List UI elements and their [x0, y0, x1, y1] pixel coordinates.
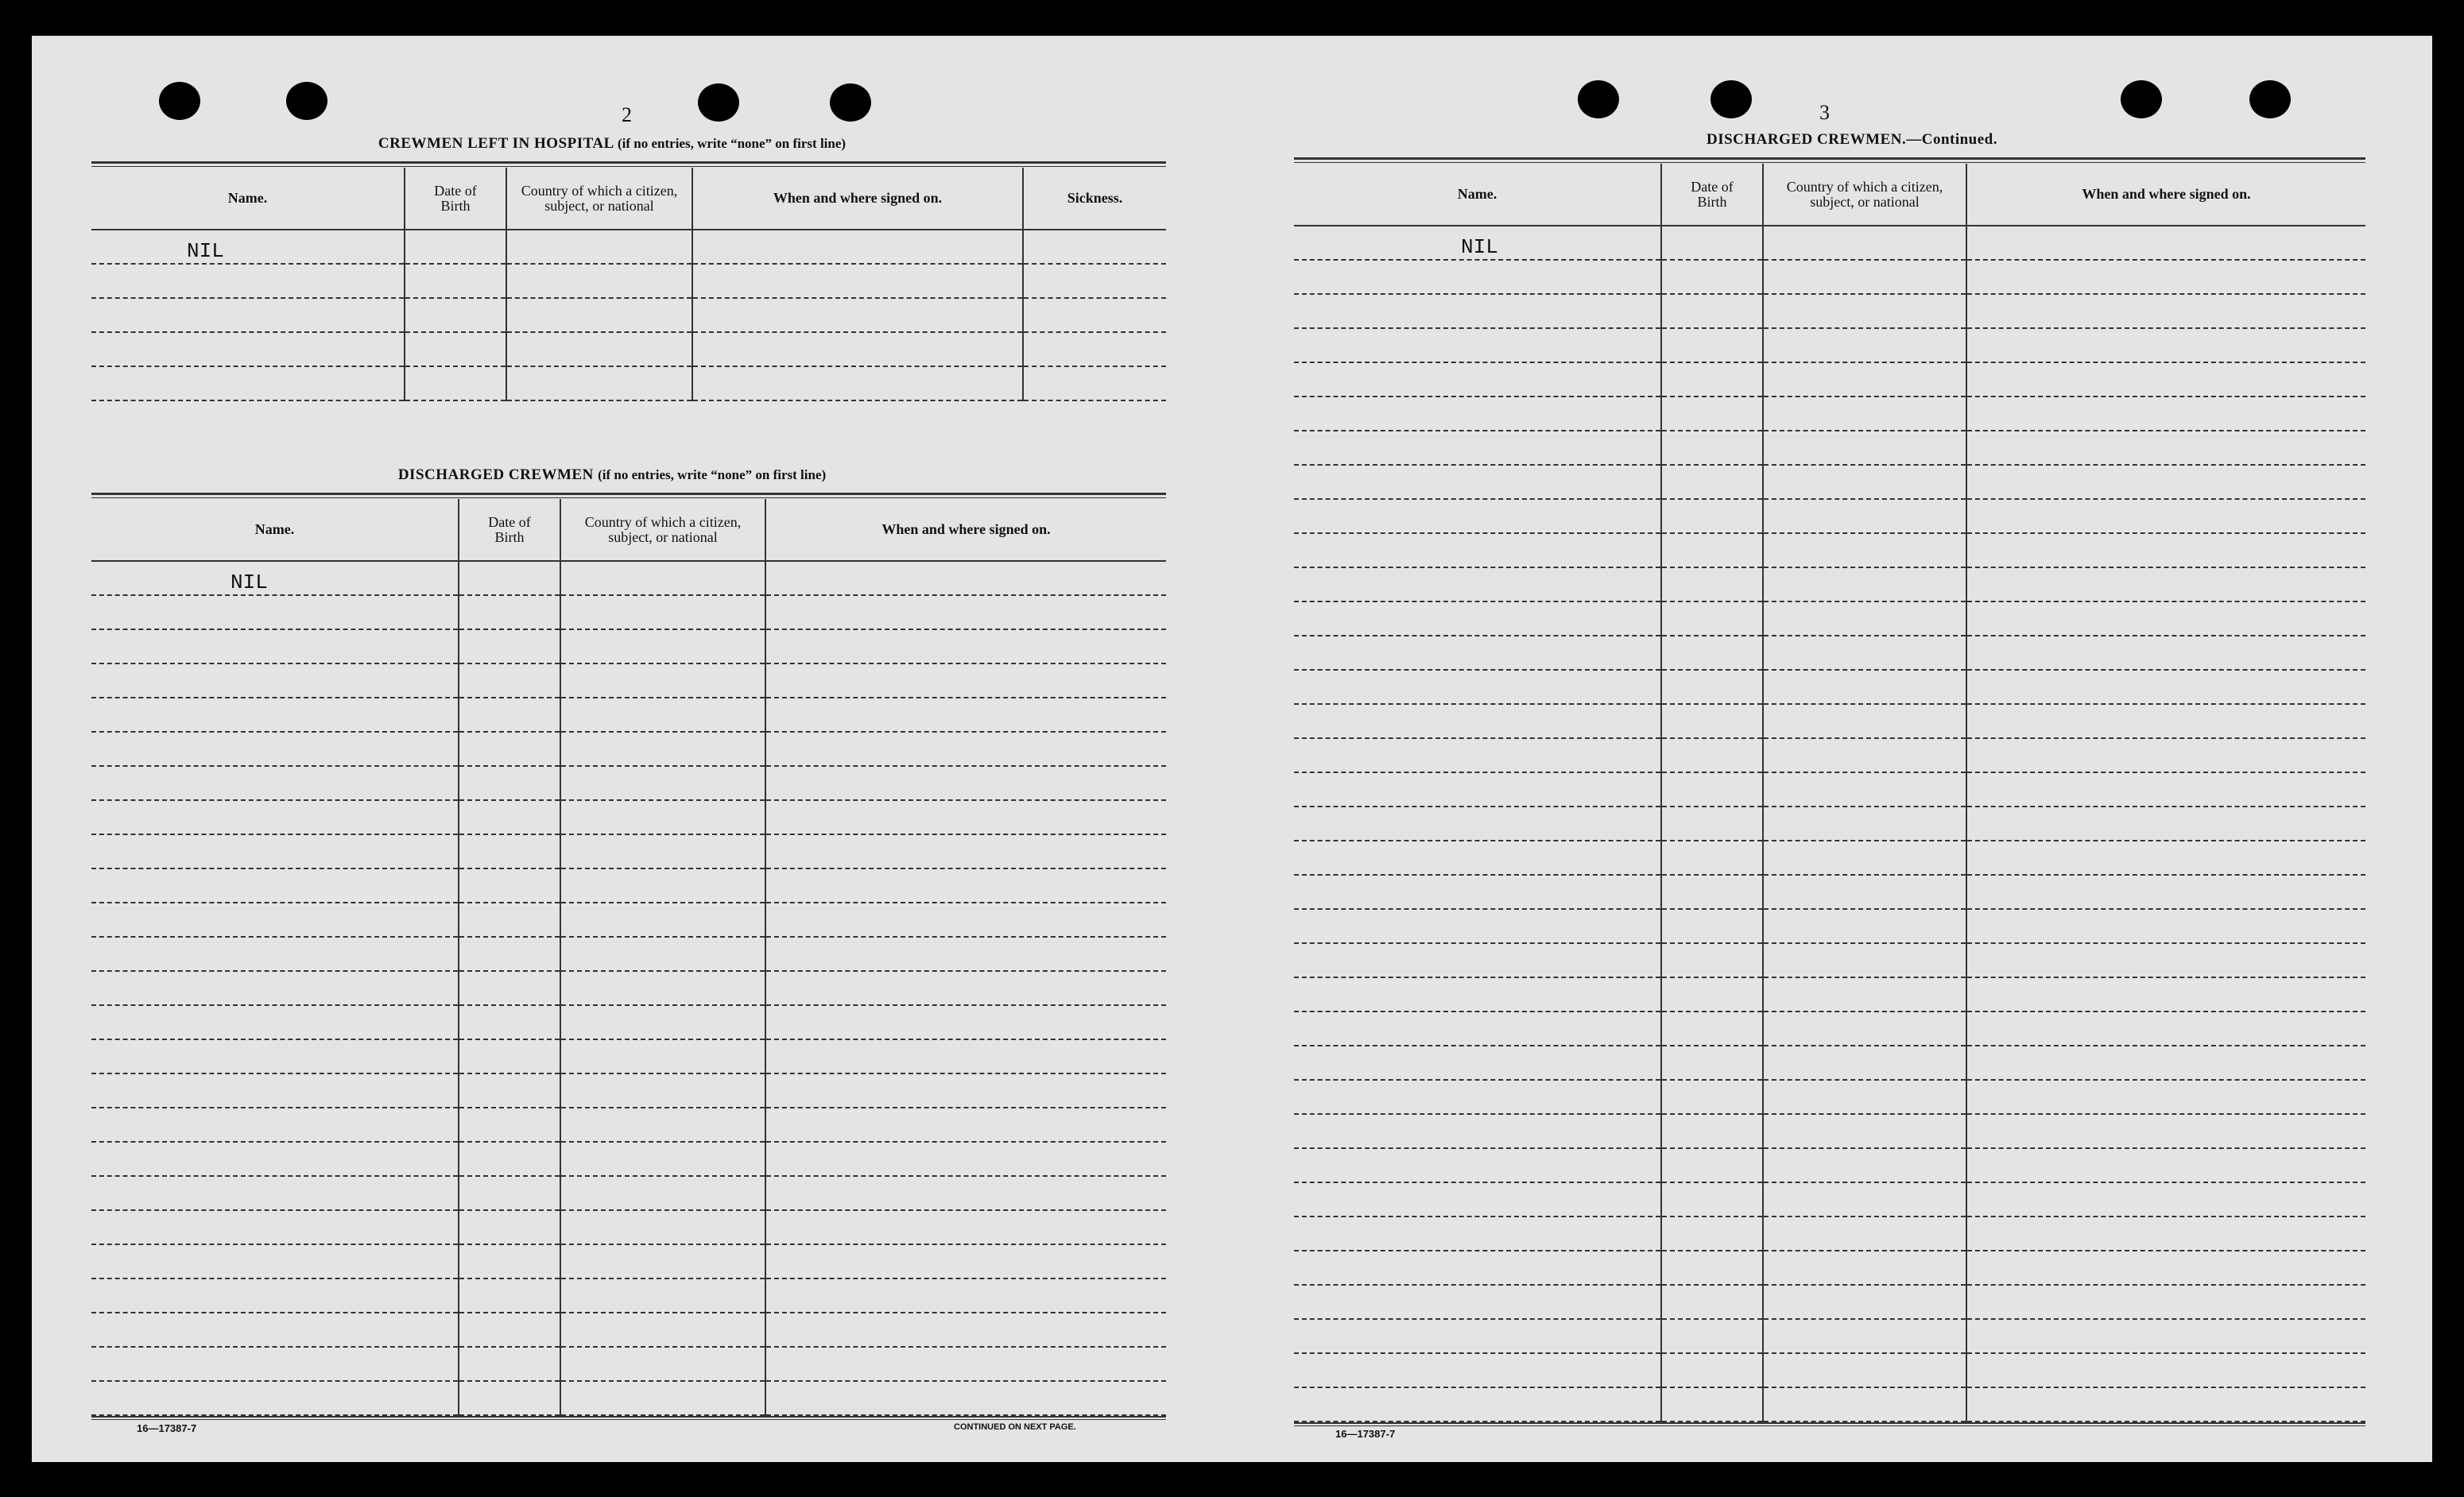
discharged-continued-title: DISCHARGED CREWMEN.—Continued. [1706, 131, 1998, 148]
col-dob-header: Date of Birth [1661, 164, 1763, 226]
page-number: 3 [1819, 101, 1830, 124]
col-country-header: Country of which a citizen, subject, or national [506, 168, 692, 230]
col-dob-header: Date of Birth [405, 168, 506, 230]
col-country-header: Country of which a citizen, subject, or national [560, 499, 765, 561]
col-signed-on-header: When and where signed on. [692, 168, 1023, 230]
col-name-header: Name. [1294, 164, 1661, 226]
table-top-rule [91, 493, 1166, 498]
form-number: 16—17387-7 [1335, 1428, 1396, 1440]
discharged-section-title: DISCHARGED CREWMEN (if no entries, write “none” on first line) [397, 466, 827, 483]
col-signed-on-header: When and where signed on. [1966, 164, 2365, 226]
right-page [1256, 36, 2432, 1462]
discharged-table [91, 499, 1166, 1416]
continued-note: CONTINUED ON NEXT PAGE. [954, 1422, 1076, 1432]
entry-name: NIL [1294, 226, 1661, 260]
form-number: 16—17387-7 [137, 1422, 197, 1434]
hospital-table [91, 168, 1166, 401]
discharged-continued-table [1294, 164, 2365, 1422]
col-sickness-header: Sickness. [1023, 168, 1166, 230]
entry-name: NIL [91, 561, 459, 595]
left-page [32, 36, 1208, 1462]
col-dob-header: Date of Birth [459, 499, 560, 561]
entry-name: NIL [91, 230, 405, 264]
col-name-header: Name. [91, 168, 405, 230]
document-scan [32, 36, 2432, 1462]
page-number: 2 [622, 103, 632, 126]
col-name-header: Name. [91, 499, 459, 561]
col-country-header: Country of which a citizen, subject, or national [1763, 164, 1966, 226]
table-bottom-rule [91, 1416, 1166, 1420]
table-top-rule [91, 161, 1166, 167]
hospital-section-title: CREWMEN LEFT IN HOSPITAL (if no entries, write “none” on first line) [378, 135, 847, 152]
col-signed-on-header: When and where signed on. [765, 499, 1166, 561]
table-top-rule [1294, 157, 2365, 163]
table-bottom-rule [1294, 1422, 2365, 1426]
